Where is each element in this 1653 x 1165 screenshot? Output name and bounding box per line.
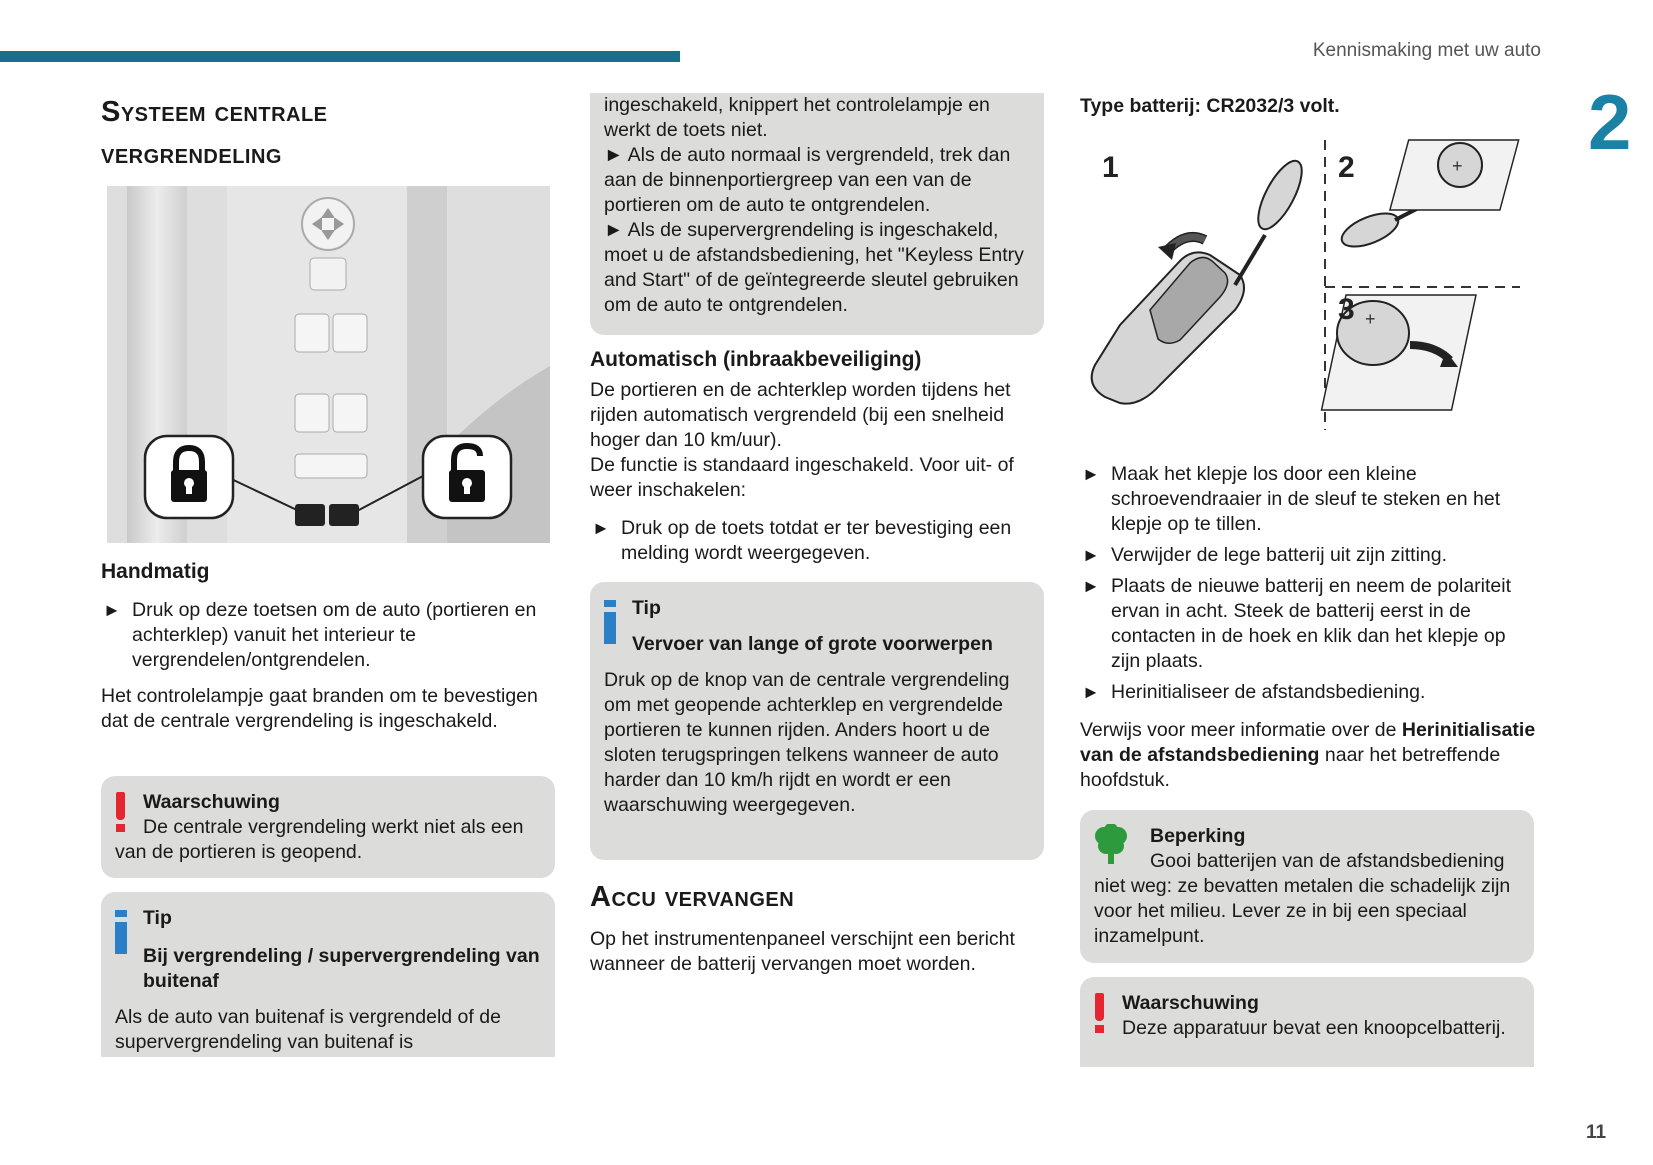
- automatic-title: Automatisch (inbraakbeveiliging): [590, 348, 922, 371]
- bullet-arrow-icon: ►: [1082, 576, 1100, 596]
- reference-text-start: Verwijs voor meer informatie over de: [1080, 719, 1402, 741]
- tip-cont-text: ingeschakeld, knippert het controlelampje en werkt de toets niet.: [604, 94, 990, 141]
- chapter-title: Kennismaking met uw auto: [1312, 40, 1541, 61]
- battery-step-4: [1080, 680, 1540, 705]
- warning-text: De centrale vergrendeling werkt niet als een van de portieren is geopend.: [115, 816, 524, 863]
- door-panel-drawing: [107, 186, 550, 543]
- manual-title: Handmatig: [101, 560, 210, 583]
- tip2-title: Tip: [632, 597, 661, 619]
- tip2-text: Druk op de knop van de centrale vergrendeling om met geopende achterklep en vergrendelde portieren te kunnen rijden. Anders hoort u de sloten terugspringen telkens wanneer de auto harder dan 10 km/h rijdt en wordt er een waarschuwing weergegeven.: [604, 669, 1010, 816]
- battery-step-2-text: Verwijder de lege batterij uit zijn zitting.: [1111, 544, 1448, 566]
- battery-step-3: [1080, 574, 1540, 674]
- key-fob-steps-drawing: [1080, 135, 1540, 435]
- svg-text:+: +: [1365, 309, 1376, 329]
- battery-step-1: [1080, 462, 1540, 537]
- heading-line-1: Systeem centrale: [101, 96, 328, 128]
- limitation-text: Gooi batterijen van de afstandsbediening niet weg: ze bevatten metalen die schadelijk zijn voor het milieu. Lever ze in bij een speciaal inzamelpunt.: [1094, 850, 1511, 947]
- reference-link-reinit: Herinitialisatie van de afstandsbediening: [1080, 719, 1536, 766]
- manual-paragraph: Het controlelampje gaat branden om te bevestigen dat de centrale vergrendeling is ingeschakeld.: [101, 685, 538, 732]
- warning-box-battery: [1080, 977, 1534, 1067]
- bullet-arrow-icon: ►: [103, 600, 121, 620]
- reference-text-end: naar het betreffende hoofdstuk.: [1080, 744, 1501, 791]
- automatic-bullet-text: Druk op de toets totdat er ter bevestiging een melding wordt weergegeven.: [621, 517, 1012, 564]
- eco-tree-icon: [1094, 824, 1128, 864]
- tip-cont-bullet-1: [604, 143, 1030, 218]
- bullet-arrow-icon: ►: [1082, 545, 1100, 565]
- bullet-arrow-icon: ►: [1082, 464, 1100, 484]
- manual-section: [101, 558, 541, 734]
- reinit-reference: [1080, 718, 1540, 793]
- bullet-arrow-icon: ►: [592, 518, 610, 538]
- warning-battery-title: Waarschuwing: [1122, 992, 1259, 1014]
- warning-exclamation-icon: [1092, 993, 1108, 1033]
- header-accent-bar: [0, 51, 680, 62]
- section-heading-central-locking: [101, 91, 561, 175]
- battery-step-3-text: Plaats de nieuwe batterij en neem de polariteit ervan in acht. Steek de batterij eerst in de contacten in de hoek en klik dan het klepje op zijn plaats.: [1111, 575, 1511, 672]
- info-icon: [604, 600, 616, 644]
- tip-cont-bullet-2-text: Als de supervergrendeling is ingeschakeld, moet u de afstandsbediening, het "Keyless Entry and Start" of de geïntegreerde sleutel gebruiken om de auto te ontgrendelen.: [604, 219, 1024, 316]
- heading-line-2: vergrendeling: [101, 138, 282, 170]
- tip-box-exterior-locking: [101, 892, 555, 1057]
- battery-step-4-text: Herinitialiseer de afstandsbediening.: [1111, 681, 1426, 703]
- info-icon: [115, 910, 127, 954]
- tip-title: Tip: [143, 907, 172, 929]
- tip-subtitle: [115, 944, 541, 994]
- automatic-section: [590, 346, 1045, 566]
- step-label-1: 1: [1102, 151, 1119, 184]
- step-2-screwdriver: [1337, 140, 1518, 253]
- limitation-box: [1080, 810, 1534, 963]
- bullet-arrow-icon: ►: [1082, 682, 1100, 702]
- manual-bullet-text: Druk op deze toetsen om de auto (portieren en achterklep) vanuit het interieur te vergrendelen/ontgrendelen.: [132, 599, 537, 671]
- automatic-bullet: [590, 516, 1045, 566]
- chapter-number: 2: [1588, 78, 1632, 166]
- tip-cont-bullet-2: [604, 218, 1030, 318]
- manual-bullet: [101, 598, 541, 673]
- battery-steps: [1080, 462, 1540, 793]
- battery-step-1-text: Maak het klepje los door een kleine schroevendraaier in de sleuf te steken en het klepje op te tillen.: [1111, 463, 1501, 535]
- warning-box-doors: [101, 776, 555, 878]
- bullet-arrow-icon: ►: [604, 144, 624, 166]
- svg-text:+: +: [1452, 156, 1463, 176]
- tip2-subtitle: Vervoer van lange of grote voorwerpen: [632, 633, 993, 655]
- step-label-2: 2: [1338, 151, 1355, 184]
- battery-replacement-illustration: [1080, 135, 1540, 435]
- tip-text: Als de auto van buitenaf is vergrendeld of de supervergrendeling van buitenaf is: [115, 1006, 501, 1053]
- battery-type: Type batterij: CR2032/3 volt.: [1080, 95, 1340, 117]
- automatic-paragraph-2: De functie is standaard ingeschakeld. Voor uit- of weer inschakelen:: [590, 454, 1014, 501]
- battery-step-2: [1080, 543, 1540, 568]
- step-label-3: 3: [1338, 293, 1355, 326]
- warning-title: Waarschuwing: [143, 791, 280, 813]
- tip-box-continued: [590, 93, 1044, 335]
- section-heading-battery: Accu vervangen: [590, 881, 795, 913]
- bullet-arrow-icon: ►: [604, 219, 624, 241]
- page-number: 11: [1586, 1122, 1607, 1143]
- tip-box-long-objects: [590, 582, 1044, 860]
- tip-cont-bullet-1-text: Als de auto normaal is vergrendeld, trek dan aan de binnenportiergreep van een van de portieren om de auto te ontgrendelen.: [604, 144, 1011, 216]
- warning-battery-text: Deze apparatuur bevat een knoopcelbatterij.: [1122, 1017, 1506, 1039]
- limitation-title: Beperking: [1150, 825, 1246, 847]
- door-lock-buttons-illustration: [107, 186, 550, 543]
- step-1-key-fob: [1092, 155, 1311, 404]
- battery-paragraph: Op het instrumentenpaneel verschijnt een bericht wanneer de batterij vervangen moet worden.: [590, 928, 1015, 975]
- warning-exclamation-icon: [113, 792, 129, 832]
- automatic-paragraph-1: De portieren en de achterklep worden tijdens het rijden automatisch vergrendeld (bij een snelheid hoger dan 10 km/uur).: [590, 379, 1011, 451]
- tip-subtitle-text: Bij vergrendeling / supervergrendeling van buitenaf: [143, 945, 540, 992]
